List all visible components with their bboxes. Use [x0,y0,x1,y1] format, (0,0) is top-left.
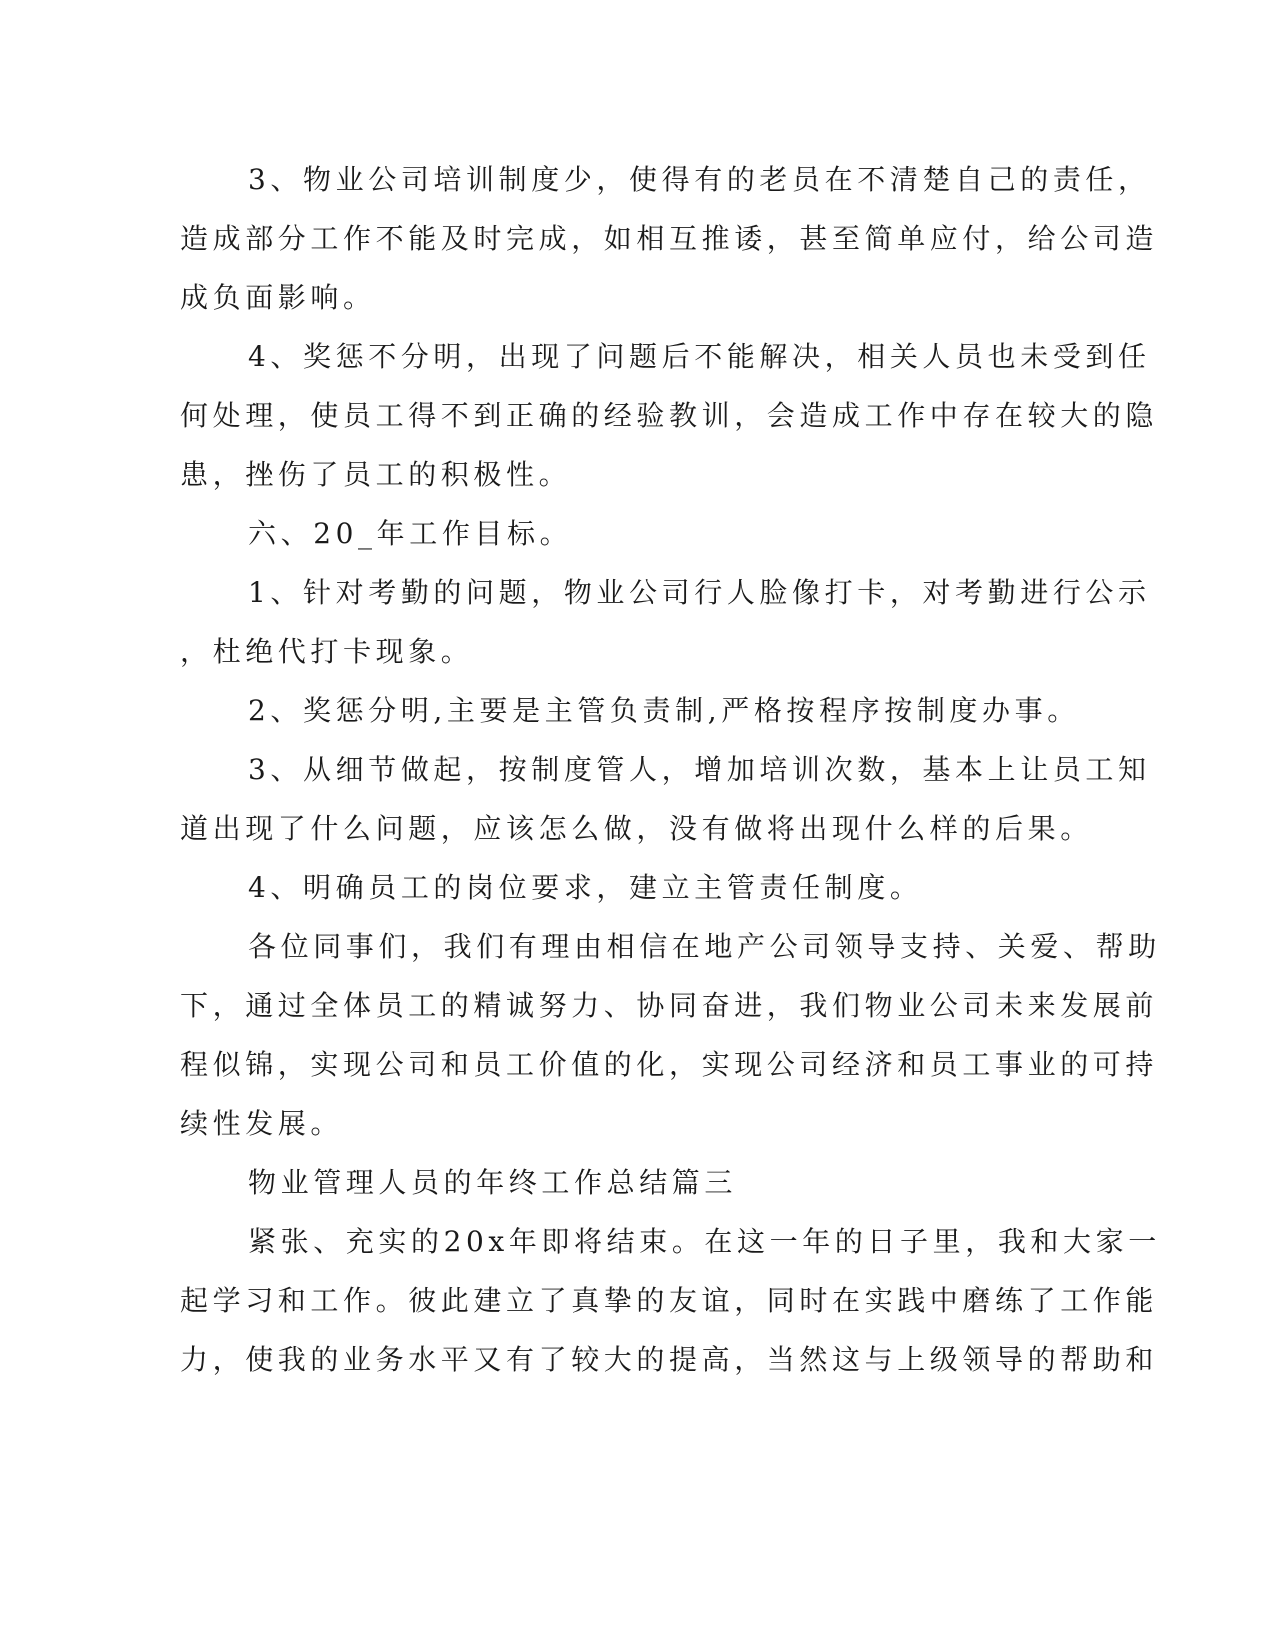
text-line: 起学习和工作。彼此建立了真挚的友谊，同时在实践中磨练了工作能 [180,1284,1159,1317]
text-line: 2、奖惩分明,主要是主管负责制,严格按程序按制度办事。 [248,694,1080,727]
text-line: 4、明确员工的岗位要求，建立主管责任制度。 [248,871,923,904]
text-line: 1、针对考勤的问题，物业公司行人脸像打卡，对考勤进行公示 [248,576,1151,609]
text-line: 程似锦，实现公司和员工价值的化，实现公司经济和员工事业的可持 [180,1048,1159,1081]
section-heading: 六、20_年工作目标。 [248,517,573,550]
text-line: 下，通过全体员工的精诚努力、协同奋进，我们物业公司未来发展前 [180,989,1159,1022]
article-title: 物业管理人员的年终工作总结篇三 [248,1166,738,1199]
text-line: 续性发展。 [180,1107,344,1140]
text-line: 力，使我的业务水平又有了较大的提高，当然这与上级领导的帮助和 [180,1343,1159,1376]
text-line: 何处理，使员工得不到正确的经验教训，会造成工作中存在较大的隐 [180,399,1159,432]
text-line: 紧张、充实的20x年即将结束。在这一年的日子里，我和大家一 [248,1225,1161,1258]
text-line: 患，挫伤了员工的积极性。 [180,458,572,491]
text-line: 3、物业公司培训制度少，使得有的老员在不清楚自己的责任， [248,163,1151,196]
text-line: 各位同事们，我们有理由相信在地产公司领导支持、关爱、帮助 [248,930,1161,963]
text-line: 3、从细节做起，按制度管人，增加培训次数，基本上让员工知 [248,753,1151,786]
text-line: 4、奖惩不分明，出现了问题后不能解决，相关人员也未受到任 [248,340,1151,373]
text-line: 成负面影响。 [180,281,376,314]
text-line: 造成部分工作不能及时完成，如相互推诿，甚至简单应付，给公司造 [180,222,1159,255]
text-line: 道出现了什么问题，应该怎么做，没有做将出现什么样的后果。 [180,812,1093,845]
text-line: ，杜绝代打卡现象。 [180,635,474,668]
